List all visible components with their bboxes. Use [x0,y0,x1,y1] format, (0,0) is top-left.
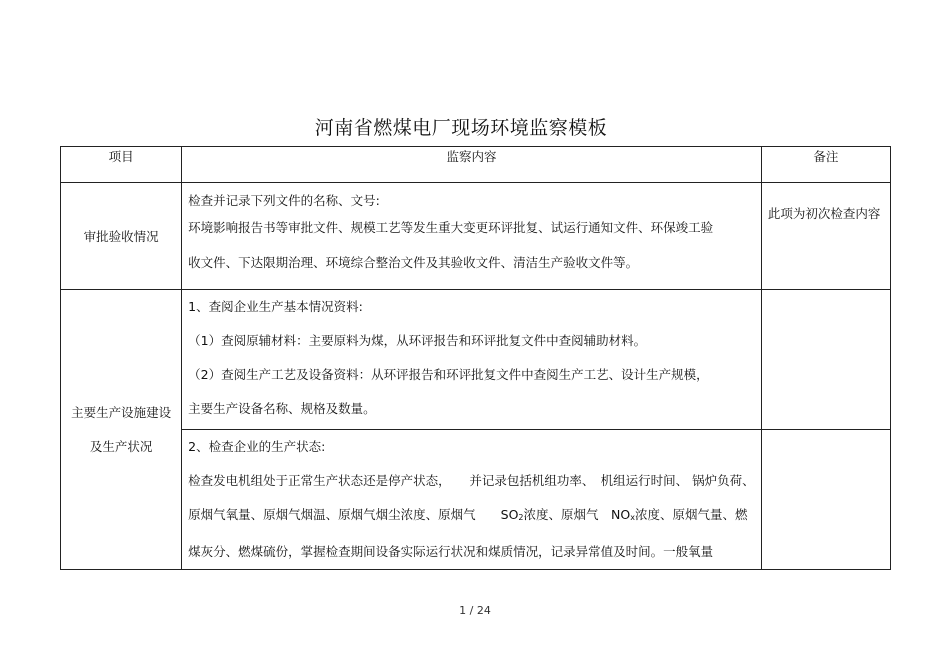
content-line: 环境影响报告书等审批文件、规模工艺等发生重大变更环评批复、试运行通知文件、环保竣工验 [188,220,714,235]
row-note-production-1 [761,290,890,430]
header-item: 项目 [61,147,182,183]
content-line: 收文件、下达限期治理、环境综合整治文件及其验收文件、清洁生产验收文件等。 [188,255,639,270]
row-item-approval: 审批验收情况 [61,183,182,290]
header-content: 监察内容 [182,147,762,183]
inspection-table [60,146,891,570]
content-line: （2）查阅生产工艺及设备资料：从环评报告和环评批复文件中查阅生产工艺、设计生产规模， [188,367,709,382]
row-content-production-1 [182,290,762,430]
content-line: 2、检查企业的生产状态: [188,439,326,454]
content-line: 主要生产设备名称、规格及数量。 [188,401,376,416]
row-content-production-2 [182,430,762,570]
subscript: 2 [518,513,524,522]
content-line: 煤灰分、燃煤硫份，掌握检查期间设备实际运行状况和煤质情况，记录异常值及时间。一般氧量 [188,544,714,559]
header-note: 备注 [761,147,890,183]
content-line [188,504,756,529]
subscript: x [630,513,635,522]
content-line: （1）查阅原辅材料：主要原料为煤，从环评报告和环评批复文件中查阅辅助材料。 [188,333,647,348]
table-row [61,290,891,430]
row-note-production-2 [761,430,890,570]
row-note-approval: 此项为初次检查内容 [761,183,890,290]
table-row [61,430,891,570]
document-title: 河南省燃煤电厂现场环境监察模板 [314,117,608,139]
content-line: 检查并记录下列文件的名称、文号: [188,193,380,208]
page-number: 1 / 24 [459,604,491,617]
content-text: 浓度、原烟气 NO [523,507,631,522]
content-line: 检查发电机组处于正常生产状态还是停产状态， 并记录包括机组功率、 机组运行时间、 锅炉负荷、 [188,473,755,488]
row-item-production [61,290,182,570]
content-text: 浓度、原烟气量、燃 [634,507,748,522]
row-content-approval [182,183,762,290]
table-row [61,183,891,290]
item-line: 主要生产设施建设 [71,404,172,420]
item-line: 及生产状况 [89,438,153,454]
table-header-row [61,147,891,183]
content-line: 1、查阅企业生产基本情况资料: [188,299,363,314]
content-text: 原烟气氧量、原烟气烟温、原烟气烟尘浓度、原烟气 SO [188,507,519,522]
